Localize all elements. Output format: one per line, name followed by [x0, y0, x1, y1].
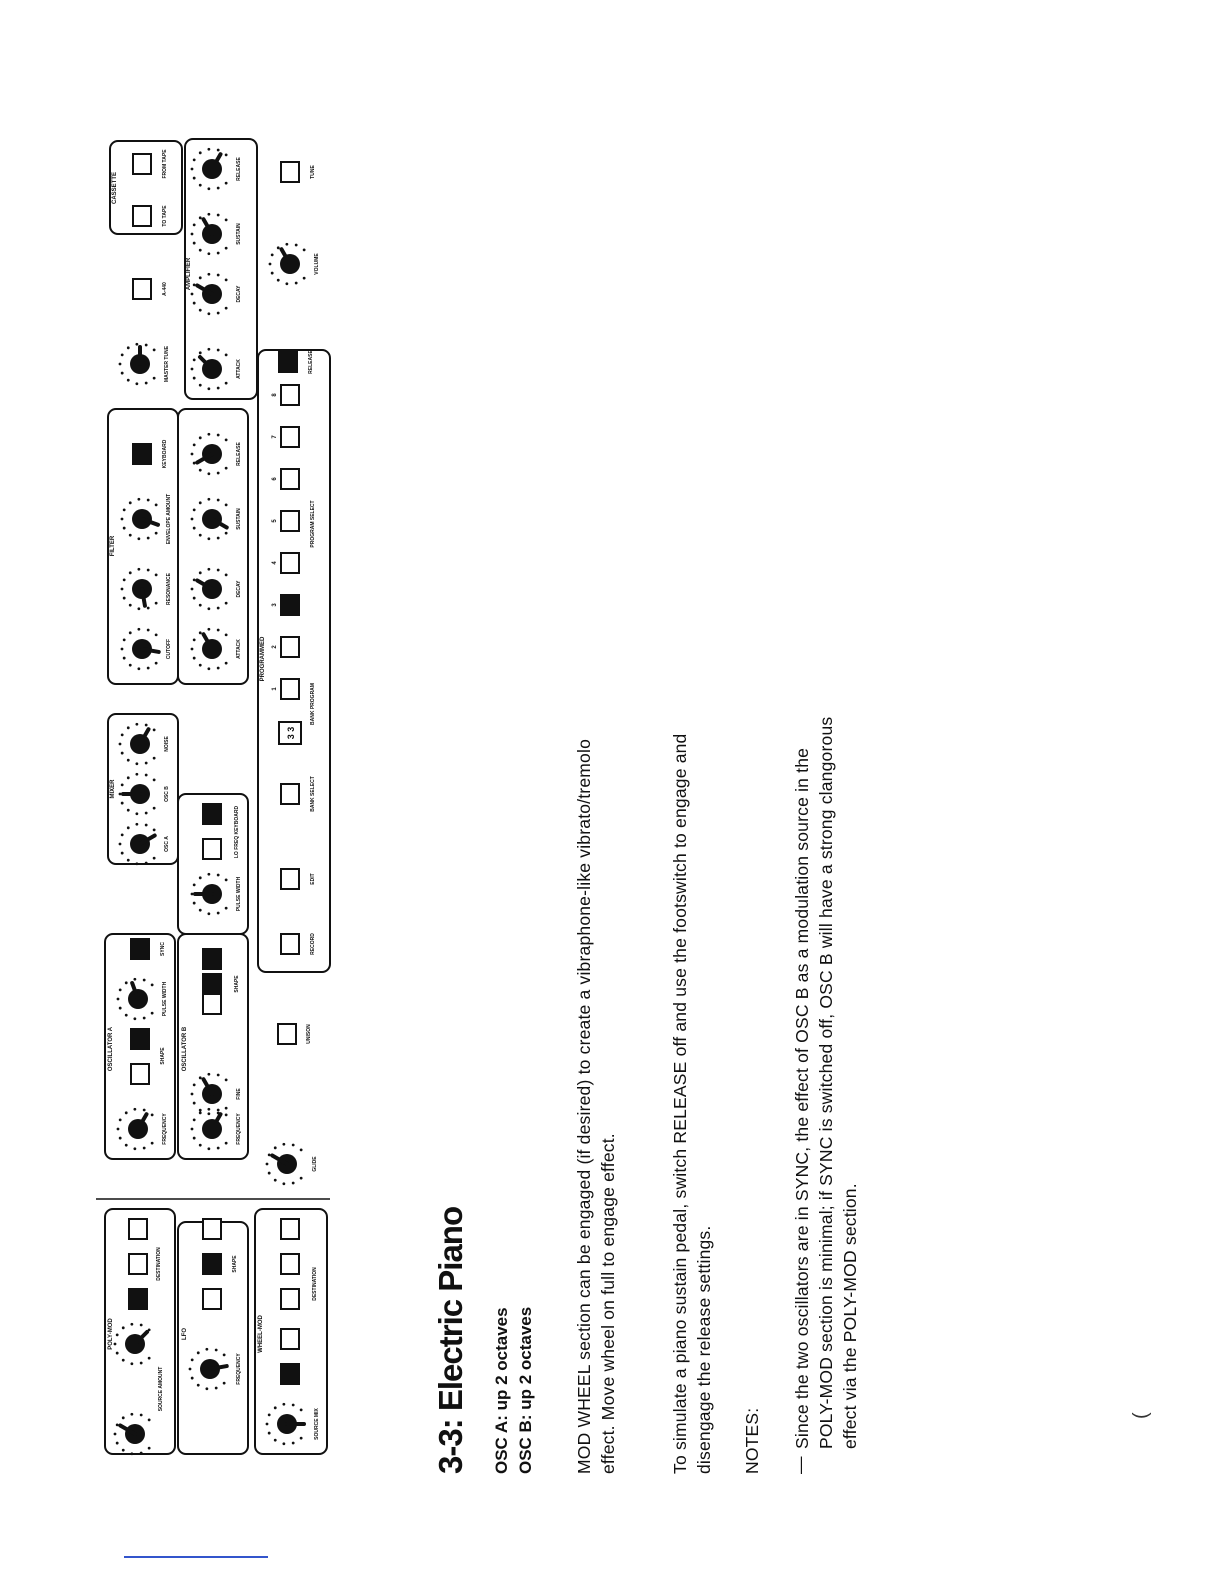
mixer-osc-a-label: OSC A	[164, 836, 170, 852]
filter-heading: FILTER	[110, 535, 116, 557]
lfo-shape-label: SHAPE	[232, 1255, 238, 1273]
osc-a-sync-switch	[131, 939, 149, 959]
filter-decay-knob	[191, 568, 228, 610]
bank-display-value: 3 3	[286, 726, 296, 740]
filter-envelope-amount-label: ENVELOPE AMOUNT	[166, 493, 172, 545]
unison-switch	[278, 1024, 296, 1044]
osc-b-tri-switch	[203, 974, 221, 994]
lfo-saw-switch	[203, 1254, 221, 1274]
bank-program-label: BANK PROGRAM	[310, 683, 316, 725]
note-dash: —	[790, 1456, 810, 1474]
osc-b-fine-label: FINE	[236, 1088, 242, 1100]
osc-b-pulse-width-label: PULSE WIDTH	[236, 876, 242, 912]
filter-attack-knob	[191, 628, 228, 670]
filter-resonance-knob	[121, 568, 158, 610]
record-switch	[281, 934, 299, 954]
wheelmod-freq-a-switch	[281, 1364, 299, 1384]
filter-resonance-label: RESONANCE	[166, 573, 172, 605]
osc-a-pulse-width-label: PULSE WIDTH	[162, 981, 168, 1017]
mixer-osc-a-knob	[119, 823, 156, 865]
edit-label: EDIT	[310, 873, 316, 885]
polymod-destination-label: DESTINATION	[156, 1247, 162, 1281]
polymod-filter-switch	[129, 1219, 147, 1239]
cassette-load-switch	[133, 154, 151, 174]
programmed-heading: PROGRAMMED	[260, 636, 266, 682]
a440-switch	[133, 279, 151, 299]
polymod-osc-b-knob	[114, 1323, 151, 1365]
program-switch-4	[281, 553, 299, 573]
filter-sustain-label: SUSTAIN	[236, 508, 242, 530]
cassette-to-tape-label: TO TAPE	[162, 205, 168, 227]
osc-a-frequency-knob	[117, 1108, 154, 1150]
cassette-from-tape-label: FROM TAPE	[162, 149, 168, 179]
osc-a-pulse-switch	[131, 1029, 149, 1049]
amp-release-label: RELEASE	[236, 157, 242, 181]
osc-a-shape-label: SHAPE	[160, 1047, 166, 1065]
program-switch-8	[281, 385, 299, 405]
unison-label: UNISON	[306, 1024, 312, 1044]
filter-decay-label: DECAY	[236, 580, 242, 598]
polymod-box	[105, 1209, 175, 1454]
amp-sustain-knob	[191, 213, 228, 255]
release-label: RELEASE	[308, 350, 314, 374]
paragraph-mod-wheel: MOD WHEEL section can be engaged (if desired) to create a vibraphone-like vibrato/tremolo effect. Move wheel on full to engage effect.	[574, 738, 618, 1474]
wheelmod-source-mix-knob	[266, 1403, 304, 1445]
polymod-source-label: SOURCE AMOUNT	[158, 1366, 164, 1412]
tune-label: TUNE	[310, 165, 316, 179]
filter-release-knob	[191, 433, 228, 475]
osc-a-setting: OSC A: up 2 octaves	[492, 1307, 511, 1474]
mixer-osc-b-knob	[119, 773, 156, 815]
program-select-label: PROGRAM SELECT	[310, 500, 316, 548]
page-title: 3-3: Electric Piano	[432, 1206, 469, 1474]
wheelmod-pw-a-switch	[281, 1289, 299, 1309]
osc-b-heading: OSCILLATOR B	[182, 1026, 188, 1072]
master-tune-label: MASTER TUNE	[164, 345, 170, 383]
filter-keyboard-switch	[133, 444, 151, 464]
osc-a-sync-label: SYNC	[160, 942, 166, 956]
amp-decay-knob	[191, 273, 228, 315]
program-switch-1	[281, 679, 299, 699]
lfo-square-switch	[203, 1219, 221, 1239]
osc-a-heading: OSCILLATOR A	[108, 1026, 114, 1072]
osc-b-saw-switch	[203, 994, 221, 1014]
wheelmod-source-mix-label: SOURCE MIX	[314, 1408, 320, 1440]
program-number-1: 1	[272, 687, 278, 691]
glide-label: GLIDE	[312, 1156, 318, 1172]
lfo-frequency-knob	[189, 1348, 227, 1390]
volume-knob	[269, 243, 306, 285]
program-switch-2	[281, 637, 299, 657]
polymod-filt-env-knob	[114, 1413, 151, 1455]
osc-b-setting: OSC B: up 2 octaves	[516, 1306, 535, 1474]
amplifier-box	[185, 139, 257, 399]
a440-label: A-440	[162, 282, 168, 296]
osc-b-frequency-label: FREQUENCY	[236, 1113, 242, 1145]
polymod-heading: POLY-MOD	[108, 1318, 114, 1350]
lfo-tri-switch	[203, 1289, 221, 1309]
mixer-osc-b-label: OSC B	[164, 786, 170, 802]
note-sync: Since the two oscillators are in SYNC, the effect of OSC B as a modulation source in the POLY-MOD section is minimal; if SYNC is switched off, OSC B will have a strong clangorous effect via the POLY-MOD section.	[792, 716, 860, 1449]
program-switch-3	[281, 595, 299, 615]
mixer-heading: MIXER	[110, 779, 116, 799]
mixer-noise-knob	[119, 723, 156, 765]
wheelmod-filter-switch	[281, 1219, 299, 1239]
program-number-4: 4	[272, 561, 278, 565]
amp-attack-label: ATTACK	[236, 359, 242, 379]
program-switch-5	[281, 511, 299, 531]
filter-keyboard-label: KEYBOARD	[162, 439, 168, 469]
osc-b-lofreq-keyboard-label: LO FREQ KEYBOARD	[234, 805, 240, 859]
cassette-save-switch	[133, 206, 151, 226]
tune-switch	[281, 162, 299, 182]
osc-b-pulse-switch	[203, 949, 221, 969]
filter-cutoff-knob	[121, 628, 159, 670]
program-switch-6	[281, 469, 299, 489]
program-number-3: 3	[272, 603, 278, 607]
program-number-6: 6	[272, 477, 278, 481]
amplifier-heading: AMPLIFIER	[186, 257, 192, 291]
record-label: RECORD	[310, 933, 316, 955]
osc-b-pulse-width-knob	[191, 873, 228, 915]
lfo-heading: LFO	[182, 1328, 188, 1340]
amp-sustain-label: SUSTAIN	[236, 223, 242, 245]
glide-knob	[266, 1143, 303, 1185]
osc-a-frequency-label: FREQUENCY	[162, 1113, 168, 1145]
amp-attack-knob	[191, 348, 228, 390]
notes-heading: NOTES:	[742, 1407, 762, 1474]
filter-attack-label: ATTACK	[236, 639, 242, 659]
stray-mark: (	[1130, 1412, 1152, 1419]
osc-b-keyboard-switch	[203, 804, 221, 824]
edit-switch	[281, 869, 299, 889]
bank-select-switch	[281, 784, 299, 804]
filter-sustain-knob	[191, 498, 228, 540]
bank-select-label: BANK SELECT	[310, 776, 316, 812]
volume-label: VOLUME	[314, 253, 320, 275]
wheelmod-pw-b-switch	[281, 1254, 299, 1274]
cassette-heading: CASSETTE	[112, 171, 118, 205]
master-tune-knob	[119, 343, 156, 385]
osc-b-shape-label: SHAPE	[234, 975, 240, 993]
amp-decay-label: DECAY	[236, 285, 242, 303]
amp-release-knob	[191, 148, 228, 190]
program-number-2: 2	[272, 645, 278, 649]
filter-cutoff-label: CUTOFF	[166, 638, 172, 660]
polymod-pw-a-switch	[129, 1254, 147, 1274]
wheelmod-destination-label: DESTINATION	[312, 1267, 318, 1301]
polymod-freq-a-switch	[129, 1289, 147, 1309]
osc-b-lo-freq-switch	[203, 839, 221, 859]
filter-release-label: RELEASE	[236, 442, 242, 466]
osc-a-pulse-width-knob	[117, 978, 154, 1020]
program-number-5: 5	[272, 519, 278, 523]
paragraph-sustain: To simulate a piano sustain pedal, switch RELEASE off and use the footswitch to engage and disengage the release settings.	[670, 733, 714, 1474]
release-switch	[279, 352, 297, 372]
wheelmod-freq-b-switch	[281, 1329, 299, 1349]
blue-rule	[124, 1556, 268, 1558]
program-number-8: 8	[272, 393, 278, 397]
program-switch-7	[281, 427, 299, 447]
lfo-frequency-label: FREQUENCY	[236, 1353, 242, 1385]
wheelmod-heading: WHEEL-MOD	[258, 1315, 264, 1353]
program-number-7: 7	[272, 435, 278, 439]
osc-a-saw-switch	[131, 1064, 149, 1084]
filter-envelope-amount-knob	[121, 498, 158, 540]
mixer-noise-label: NOISE	[164, 736, 170, 752]
